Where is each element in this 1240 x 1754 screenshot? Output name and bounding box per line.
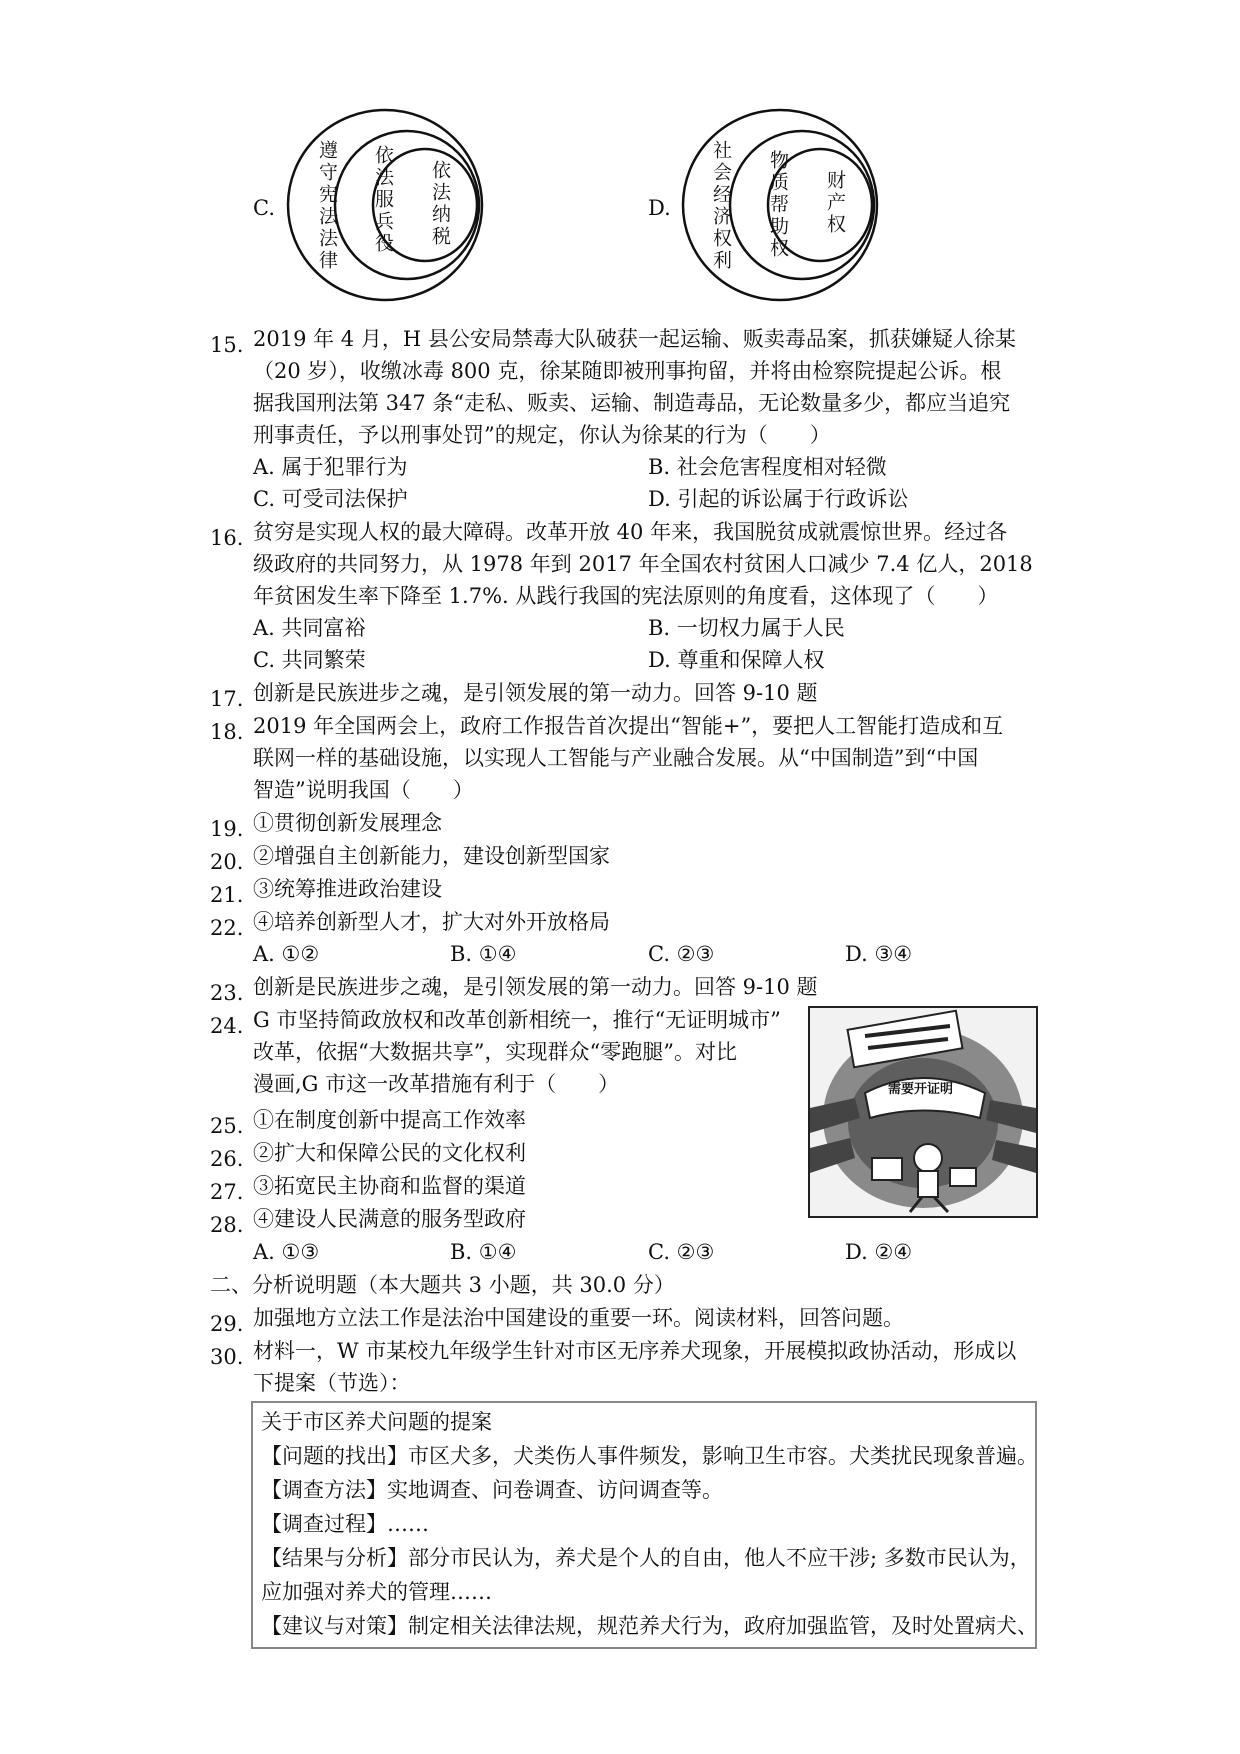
option-c-label: C.: [253, 196, 275, 220]
question-number: 20.: [210, 850, 244, 874]
statement-item: ②增强自主创新能力，建设创新型国家: [253, 844, 610, 868]
question-number: 15.: [210, 333, 244, 357]
question-text-line: 刑事责任，予以刑事处罚”的规定，你认为徐某的行为（ ）: [253, 423, 831, 447]
cartoon-sign-text: 需要开证明: [888, 1082, 954, 1097]
question-text-line: （20 岁），收缴冰毒 800 克，徐某随即被刑事拘留，并将由检察院提起公诉。根: [253, 359, 1002, 383]
statement-item: ④建设人民满意的服务型政府: [253, 1207, 526, 1231]
question-text-line: 2019 年全国两会上，政府工作报告首次提出“智能+”，要把人工智能打造成和互: [253, 714, 1004, 738]
question-number: 30.: [210, 1345, 244, 1369]
question-text-line: 2019 年 4 月，H 县公安局禁毒大队破获一起运输、贩卖毒品案，抓获嫌疑人徐某: [253, 327, 1016, 351]
question-text-line: 下提案（节选）：: [253, 1371, 411, 1395]
question-text-line: 贫穷是实现人权的最大障碍。改革开放 40 年来，我国脱贫成就震惊世界。经过各: [253, 520, 1008, 544]
proposal-line: 应加强对养犬的管理……: [261, 1580, 492, 1604]
question-text-line: 级政府的共同努力，从 1978 年到 2017 年全国农村贫困人口减少 7.4 亿人，2018: [253, 552, 1033, 576]
option-b: B. ①④: [450, 942, 517, 966]
question-number: 22.: [210, 916, 244, 940]
outer-label-c: 遵守宪法法律: [316, 140, 338, 272]
question-number: 28.: [210, 1213, 244, 1237]
proposal-box: [251, 1401, 1037, 1649]
question-number: 24.: [210, 1014, 244, 1038]
middle-label-c: 依法服兵役: [372, 145, 394, 255]
proposal-line: 【问题的找出】市区犬多，犬类伤人事件频发，影响卫生市容。犬类扰民现象普遍。: [261, 1444, 1038, 1468]
question-number: 27.: [210, 1180, 244, 1204]
middle-label-d: 物质帮助权: [767, 150, 789, 260]
statement-item: ①在制度创新中提高工作效率: [253, 1108, 526, 1132]
option-a: A. 共同富裕: [253, 616, 366, 640]
option-a: A. 属于犯罪行为: [253, 455, 408, 479]
proposal-line: 【结果与分析】部分市民认为，养犬是个人的自由，他人不应干涉; 多数市民认为，: [261, 1546, 1031, 1570]
question-text-line: 加强地方立法工作是法治中国建设的重要一环。阅读材料，回答问题。: [253, 1306, 904, 1330]
option-d-label: D.: [648, 196, 671, 220]
question-text-line: G 市坚持简政放权和改革创新相统一，推行“无证明城市”: [253, 1008, 781, 1032]
inner-label-d: 财产权: [824, 170, 846, 236]
question-number: 16.: [210, 526, 244, 550]
proposal-line: 【调查方法】实地调查、问卷调查、访问调查等。: [261, 1478, 723, 1502]
option-d: D. ②④: [845, 1240, 913, 1264]
question-number: 29.: [210, 1312, 244, 1336]
statement-item: ③统筹推进政治建设: [253, 877, 442, 901]
question-text-line: 智造”说明我国（ ）: [253, 778, 474, 802]
proposal-title: 关于市区养犬问题的提案: [261, 1410, 492, 1434]
statement-item: ①贯彻创新发展理念: [253, 811, 442, 835]
option-a: A. ①②: [253, 942, 320, 966]
question-text-line: 材料一，W 市某校九年级学生针对市区无序养犬现象，开展模拟政协活动，形成以: [253, 1339, 1017, 1363]
statement-item: ④培养创新型人才，扩大对外开放格局: [253, 910, 610, 934]
question-text-line: 创新是民族进步之魂，是引领发展的第一动力。回答 9-10 题: [253, 681, 818, 705]
cartoon-image: [808, 1006, 1038, 1218]
outer-label-d: 社会经济权利: [710, 140, 732, 272]
option-d: D. ③④: [845, 942, 913, 966]
question-number: 23.: [210, 981, 244, 1005]
question-number: 25.: [210, 1114, 244, 1138]
statement-item: ②扩大和保障公民的文化权利: [253, 1141, 526, 1165]
question-text-line: 联网一样的基础设施，以实现人工智能与产业融合发展。从“中国制造”到“中国: [253, 746, 979, 770]
option-b: B. 社会危害程度相对轻微: [648, 455, 887, 479]
question-text-line: 据我国刑法第 347 条“走私、贩卖、运输、制造毒品，无论数量多少，都应当追究: [253, 391, 1011, 415]
proposal-line: 【建议与对策】制定相关法律法规，规范养犬行为，政府加强监管，及时处置病犬、: [261, 1614, 1038, 1638]
question-number: 17.: [210, 687, 244, 711]
statement-item: ③拓宽民主协商和监督的渠道: [253, 1174, 526, 1198]
question-text-line: 年贫困发生率下降至 1.7%. 从践行我国的宪法原则的角度看，这体现了（ ）: [253, 584, 999, 608]
question-number: 21.: [210, 883, 244, 907]
option-c: C. 可受司法保护: [253, 487, 408, 511]
question-text-line: 改革，依据“大数据共享”，实现群众“零跑腿”。对比: [253, 1040, 737, 1064]
question-text-line: 创新是民族进步之魂，是引领发展的第一动力。回答 9-10 题: [253, 975, 818, 999]
section-heading: 二、分析说明题（本大题共 3 小题，共 30.0 分）: [210, 1273, 675, 1297]
option-c: C. ②③: [648, 1240, 715, 1264]
question-number: 26.: [210, 1147, 244, 1171]
option-b: B. 一切权力属于人民: [648, 616, 845, 640]
option-d: D. 尊重和保障人权: [648, 648, 825, 672]
question-number: 18.: [210, 720, 244, 744]
proposal-line: 【调查过程】……: [261, 1512, 429, 1536]
option-c: C. ②③: [648, 942, 715, 966]
question-text-line: 漫画,G 市这一改革措施有利于（ ）: [253, 1072, 620, 1096]
question-number: 19.: [210, 817, 244, 841]
cartoon-drawing: [810, 1008, 1036, 1216]
option-a: A. ①③: [253, 1240, 320, 1264]
option-b: B. ①④: [450, 1240, 517, 1264]
option-c: C. 共同繁荣: [253, 648, 366, 672]
option-d: D. 引起的诉讼属于行政诉讼: [648, 487, 909, 511]
inner-label-c: 依法纳税: [429, 160, 451, 248]
